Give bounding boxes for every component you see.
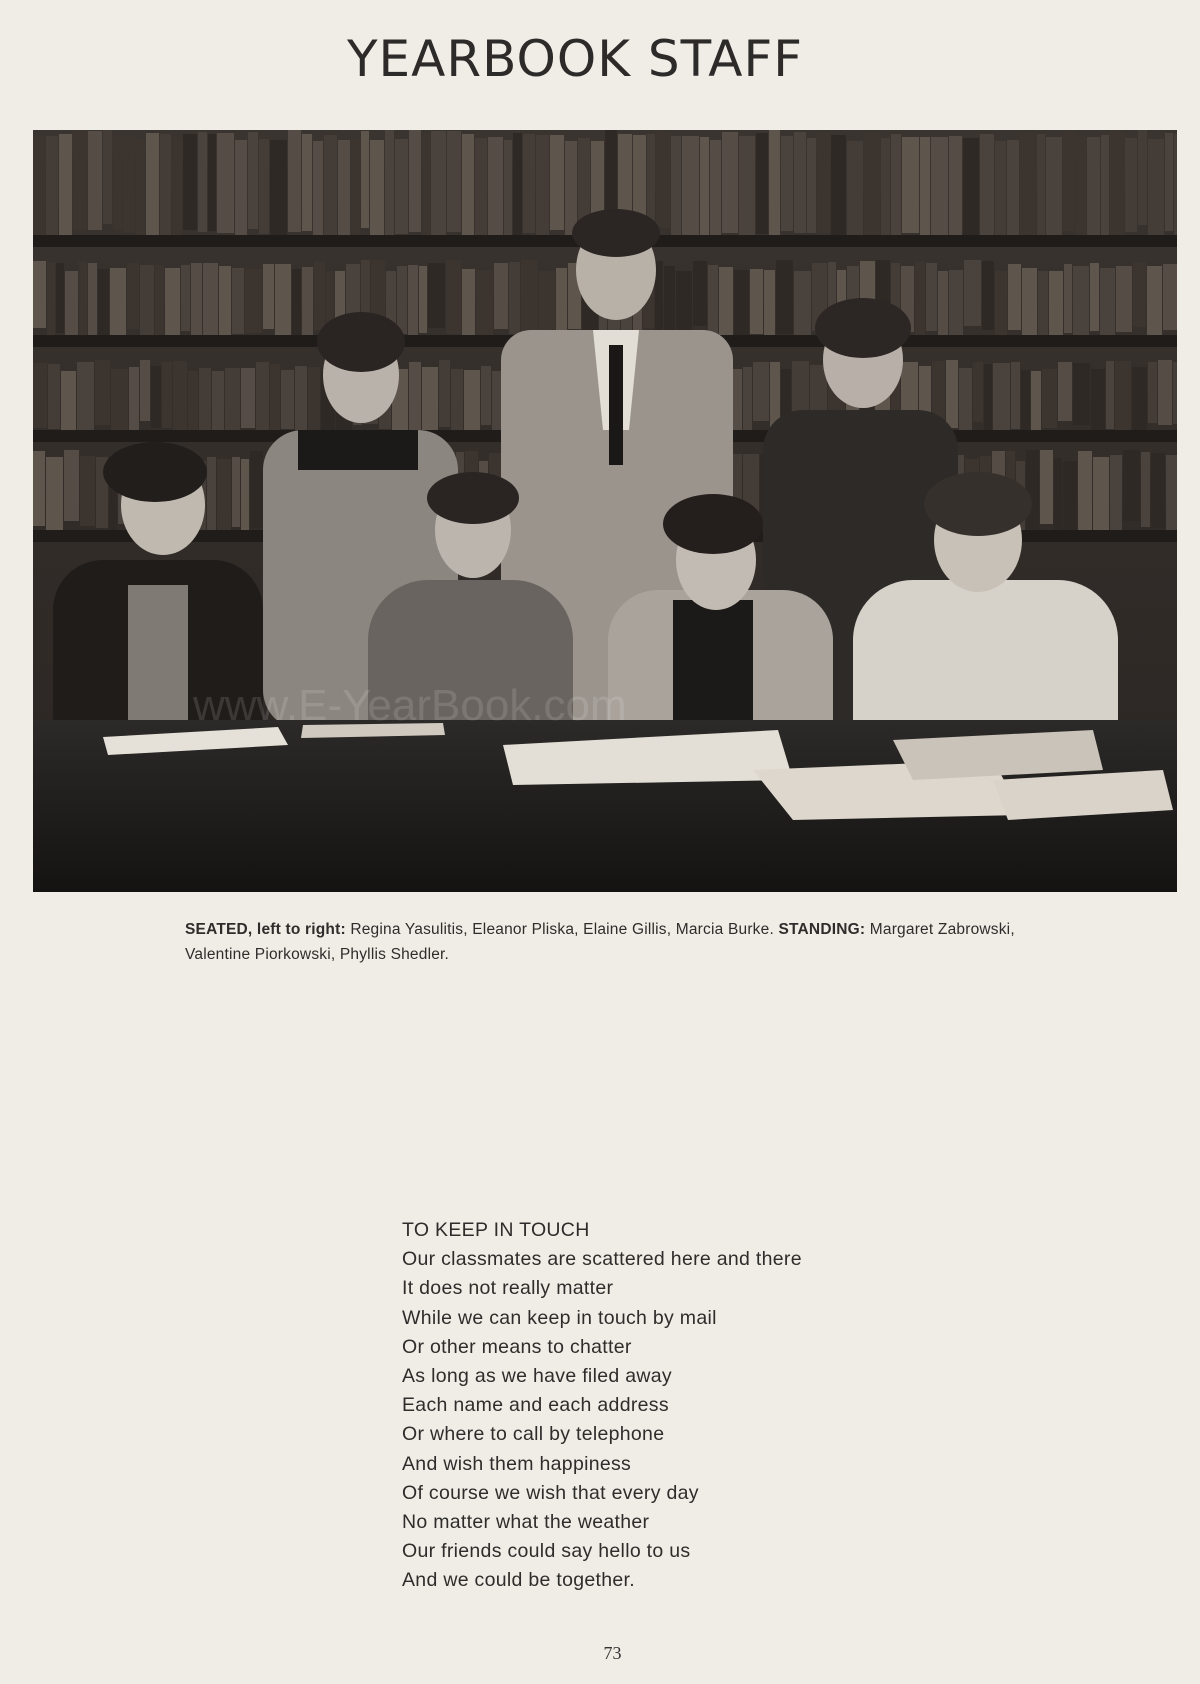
book-spine — [79, 261, 87, 335]
book-spine — [1138, 130, 1147, 225]
page-number: 73 — [603, 1643, 622, 1663]
book-spine — [256, 362, 269, 431]
book-spine — [1165, 133, 1173, 231]
book-spine — [693, 261, 707, 326]
book-spine — [1173, 362, 1177, 424]
book-spine — [995, 271, 1007, 344]
book-spine — [98, 269, 109, 339]
book-spine — [539, 271, 555, 337]
book-spine — [245, 269, 262, 333]
book-spine — [700, 137, 709, 240]
poem-line: And we could be together. — [402, 1569, 635, 1592]
poem — [402, 1216, 922, 1596]
book-spine — [523, 134, 535, 233]
book-spine — [1026, 450, 1039, 529]
book-spine — [232, 457, 240, 527]
book-spine — [263, 264, 274, 329]
caption-seated-label: SEATED, left to right: — [185, 921, 346, 938]
book-spine — [1132, 367, 1147, 432]
book-spine — [1093, 457, 1109, 532]
book-spine — [212, 371, 224, 431]
book-spine — [217, 133, 234, 233]
book-spine — [113, 135, 122, 229]
book-spine — [817, 133, 830, 234]
book-spine — [1058, 362, 1072, 421]
book-spine — [295, 366, 307, 434]
book-spine — [995, 141, 1006, 237]
book-spine — [308, 367, 320, 431]
book-spine — [556, 268, 567, 337]
book-spine — [241, 368, 255, 428]
book-spine — [931, 137, 948, 238]
book-spine — [1123, 450, 1140, 521]
book-spine — [361, 131, 369, 228]
book-spine — [1022, 268, 1037, 342]
book-spine — [776, 260, 793, 334]
book-spine — [1158, 360, 1172, 425]
book-spine — [419, 266, 427, 333]
poem-line: No matter what the weather — [402, 1511, 650, 1534]
book-spine — [1063, 131, 1075, 231]
book-spine — [281, 370, 294, 429]
book-spine — [682, 136, 699, 241]
book-spine — [963, 138, 979, 237]
book-spine — [422, 134, 430, 237]
book-spine — [48, 364, 60, 429]
book-spine — [172, 140, 182, 240]
book-spine — [439, 360, 450, 427]
book-spine — [103, 130, 112, 224]
book-spine — [1011, 362, 1020, 429]
book-spine — [920, 137, 930, 241]
book-spine — [1078, 451, 1092, 530]
book-spine — [794, 271, 811, 343]
book-spine — [902, 137, 919, 233]
book-spine — [188, 371, 198, 436]
book-spine — [447, 131, 461, 232]
book-spine — [719, 267, 733, 340]
book-spine — [111, 369, 128, 438]
book-spine — [136, 141, 145, 241]
book-spine — [302, 267, 313, 341]
book-spine — [250, 451, 263, 528]
book-spine — [1166, 455, 1177, 533]
book-spine — [710, 140, 721, 238]
book-spine — [656, 131, 670, 228]
book-spine — [891, 134, 901, 236]
book-spine — [409, 362, 421, 430]
poem-line: Or where to call by telephone — [402, 1423, 665, 1446]
book-spine — [140, 265, 154, 335]
book-spine — [292, 269, 301, 338]
book-spine — [1163, 264, 1177, 330]
poem-line: Of course we wish that every day — [402, 1481, 699, 1504]
book-spine — [225, 368, 240, 438]
caption-standing-label: STANDING: — [778, 921, 866, 938]
book-spine — [1115, 361, 1131, 430]
book-spine — [428, 263, 445, 328]
book-spine — [77, 362, 94, 431]
book-spine — [80, 456, 95, 526]
book-spine — [46, 457, 63, 532]
book-spine — [949, 136, 962, 240]
book-spine — [203, 263, 218, 338]
book-spine — [504, 140, 512, 245]
book-spine — [314, 261, 325, 330]
book-spine — [370, 140, 384, 243]
book-spine — [664, 266, 675, 341]
book-spine — [794, 132, 806, 233]
book-spine — [734, 270, 749, 341]
book-spine — [46, 136, 58, 241]
book-spine — [1049, 271, 1063, 344]
book-spine — [1116, 266, 1132, 332]
book-spine — [550, 135, 564, 230]
book-spine — [1008, 264, 1021, 330]
book-spine — [1100, 268, 1115, 335]
book-spine — [146, 133, 159, 237]
book-spine — [395, 139, 408, 234]
book-spine — [217, 459, 231, 538]
book-spine — [462, 269, 475, 338]
book-spine — [232, 268, 244, 334]
poem-line: While we can keep in touch by mail — [402, 1306, 717, 1329]
book-spine — [270, 364, 280, 432]
book-spine — [1110, 131, 1124, 235]
poem-line: And wish them happiness — [402, 1452, 632, 1475]
book-spine — [1106, 361, 1114, 429]
book-spine — [324, 135, 337, 239]
group-photo-illustration — [33, 130, 1177, 892]
book-spine — [756, 133, 768, 234]
book-spine — [73, 130, 87, 230]
book-spine — [47, 262, 55, 336]
book-spine — [753, 362, 769, 421]
book-spine — [488, 137, 503, 239]
book-spine — [1040, 450, 1053, 524]
book-spine — [1046, 137, 1062, 236]
book-spine — [1064, 264, 1072, 333]
book-spine — [864, 134, 880, 238]
book-spine — [248, 132, 258, 229]
book-spine — [476, 270, 493, 343]
book-spine — [521, 260, 538, 332]
caption-seated-names: Regina Yasulitis, Eleanor Pliska, Elaine Gillis, Marcia Burke. — [350, 921, 774, 938]
book-spine — [183, 134, 197, 230]
book-spine — [422, 367, 438, 436]
book-spine — [915, 261, 925, 335]
book-spine — [764, 270, 775, 337]
book-spine — [475, 138, 487, 239]
book-spine — [509, 262, 520, 334]
book-spine — [1076, 136, 1086, 235]
book-spine — [88, 263, 97, 337]
book-spine — [219, 266, 231, 341]
book-spine — [984, 364, 992, 433]
book-spine — [408, 265, 418, 339]
book-spine — [847, 141, 863, 242]
book-spine — [938, 271, 948, 342]
book-spine — [275, 264, 291, 335]
caption-standing-names: Margaret Zabrowski, Valentine Piorkowski, Phyllis Shedler. — [185, 921, 1015, 963]
book-spine — [1090, 263, 1099, 331]
book-spine — [165, 268, 180, 341]
book-spine — [235, 140, 247, 240]
book-spine — [1110, 455, 1122, 531]
book-spine — [671, 136, 681, 238]
book-spine — [993, 363, 1010, 432]
book-spine — [241, 459, 249, 536]
book-spine — [722, 132, 738, 233]
book-spine — [110, 268, 126, 339]
book-spine — [1037, 134, 1045, 235]
group-photo — [33, 130, 1177, 892]
book-spine — [743, 367, 752, 436]
book-spine — [739, 136, 755, 240]
book-spine — [351, 139, 360, 234]
book-spine — [155, 265, 164, 335]
book-spine — [33, 136, 45, 240]
book-spine — [949, 270, 963, 343]
book-spine — [173, 361, 187, 431]
book-spine — [151, 366, 161, 428]
book-spine — [446, 260, 461, 334]
book-spine — [1007, 140, 1019, 240]
page-title: YEARBOOK STAFF — [346, 30, 804, 88]
poem-line: Each name and each address — [402, 1394, 669, 1417]
book-spine — [1141, 452, 1150, 527]
book-spine — [462, 134, 474, 239]
book-spine — [1151, 453, 1165, 528]
book-spine — [199, 368, 211, 435]
book-spine — [464, 370, 480, 431]
book-spine — [302, 134, 312, 231]
book-spine — [1148, 362, 1157, 423]
poem-line: It does not really matter — [402, 1277, 614, 1300]
photo-caption — [185, 917, 1045, 967]
book-spine — [1174, 134, 1177, 236]
book-spine — [33, 261, 46, 328]
book-spine — [831, 135, 846, 238]
book-spine — [59, 134, 72, 236]
book-spine — [536, 135, 549, 239]
book-spine — [708, 265, 718, 340]
book-spine — [431, 131, 446, 235]
book-spine — [1054, 458, 1062, 537]
book-spine — [208, 134, 216, 231]
book-spine — [64, 450, 79, 521]
poem-line: Or other means to chatter — [402, 1335, 632, 1358]
book-spine — [207, 457, 216, 534]
book-spine — [1147, 266, 1162, 340]
book-spine — [338, 140, 350, 238]
book-spine — [409, 130, 421, 232]
poem-line: Our classmates are scattered here and there — [402, 1248, 802, 1271]
book-spine — [946, 360, 958, 428]
book-spine — [191, 263, 202, 338]
book-spine — [56, 263, 64, 333]
book-spine — [1073, 363, 1090, 425]
book-spine — [1125, 138, 1137, 232]
book-spine — [1063, 461, 1077, 539]
book-spine — [973, 362, 983, 422]
poem-title: TO KEEP IN TOUCH — [402, 1219, 590, 1241]
book-spine — [181, 265, 190, 331]
book-spine — [807, 138, 816, 233]
book-spine — [270, 140, 287, 237]
book-spine — [198, 132, 207, 232]
book-spine — [1021, 370, 1030, 434]
book-spine — [1087, 137, 1100, 237]
book-spine — [769, 130, 780, 235]
book-spine — [750, 269, 763, 334]
book-spine — [1073, 266, 1089, 338]
book-spine — [451, 369, 463, 433]
book-spine — [65, 271, 78, 345]
book-spine — [980, 134, 994, 238]
book-spine — [481, 366, 491, 425]
book-spine — [288, 130, 301, 232]
watermark: www.E-YearBook.com — [193, 681, 627, 730]
book-spine — [982, 261, 994, 330]
book-spine — [95, 360, 110, 425]
book-spine — [964, 260, 981, 326]
book-spine — [926, 263, 937, 331]
book-spine — [1133, 262, 1146, 327]
poem-line: Our friends could say hello to us — [402, 1540, 691, 1563]
book-spine — [1038, 271, 1048, 339]
book-spine — [129, 367, 139, 431]
book-spine — [385, 130, 394, 235]
book-spine — [959, 368, 972, 431]
book-spine — [33, 363, 47, 428]
book-spine — [494, 263, 508, 329]
book-spine — [781, 136, 793, 231]
book-spine — [1020, 134, 1036, 237]
book-spine — [88, 131, 102, 230]
book-spine — [127, 263, 139, 329]
book-spine — [313, 141, 323, 246]
book-spine — [932, 361, 945, 421]
book-spine — [1148, 139, 1164, 238]
book-spine — [1042, 369, 1057, 428]
poem-line: As long as we have filed away — [402, 1365, 672, 1388]
book-spine — [655, 261, 663, 335]
book-spine — [33, 451, 45, 526]
book-spine — [881, 138, 890, 236]
book-spine — [140, 360, 150, 421]
book-spine — [1101, 135, 1109, 235]
book-spine — [1091, 369, 1105, 434]
book-spine — [513, 133, 522, 238]
book-spine — [397, 266, 407, 334]
book-spine — [259, 139, 269, 234]
book-spine — [123, 136, 135, 233]
book-spine — [162, 362, 172, 428]
book-spine — [1031, 371, 1041, 434]
book-spine — [160, 134, 171, 239]
book-spine — [565, 141, 577, 236]
